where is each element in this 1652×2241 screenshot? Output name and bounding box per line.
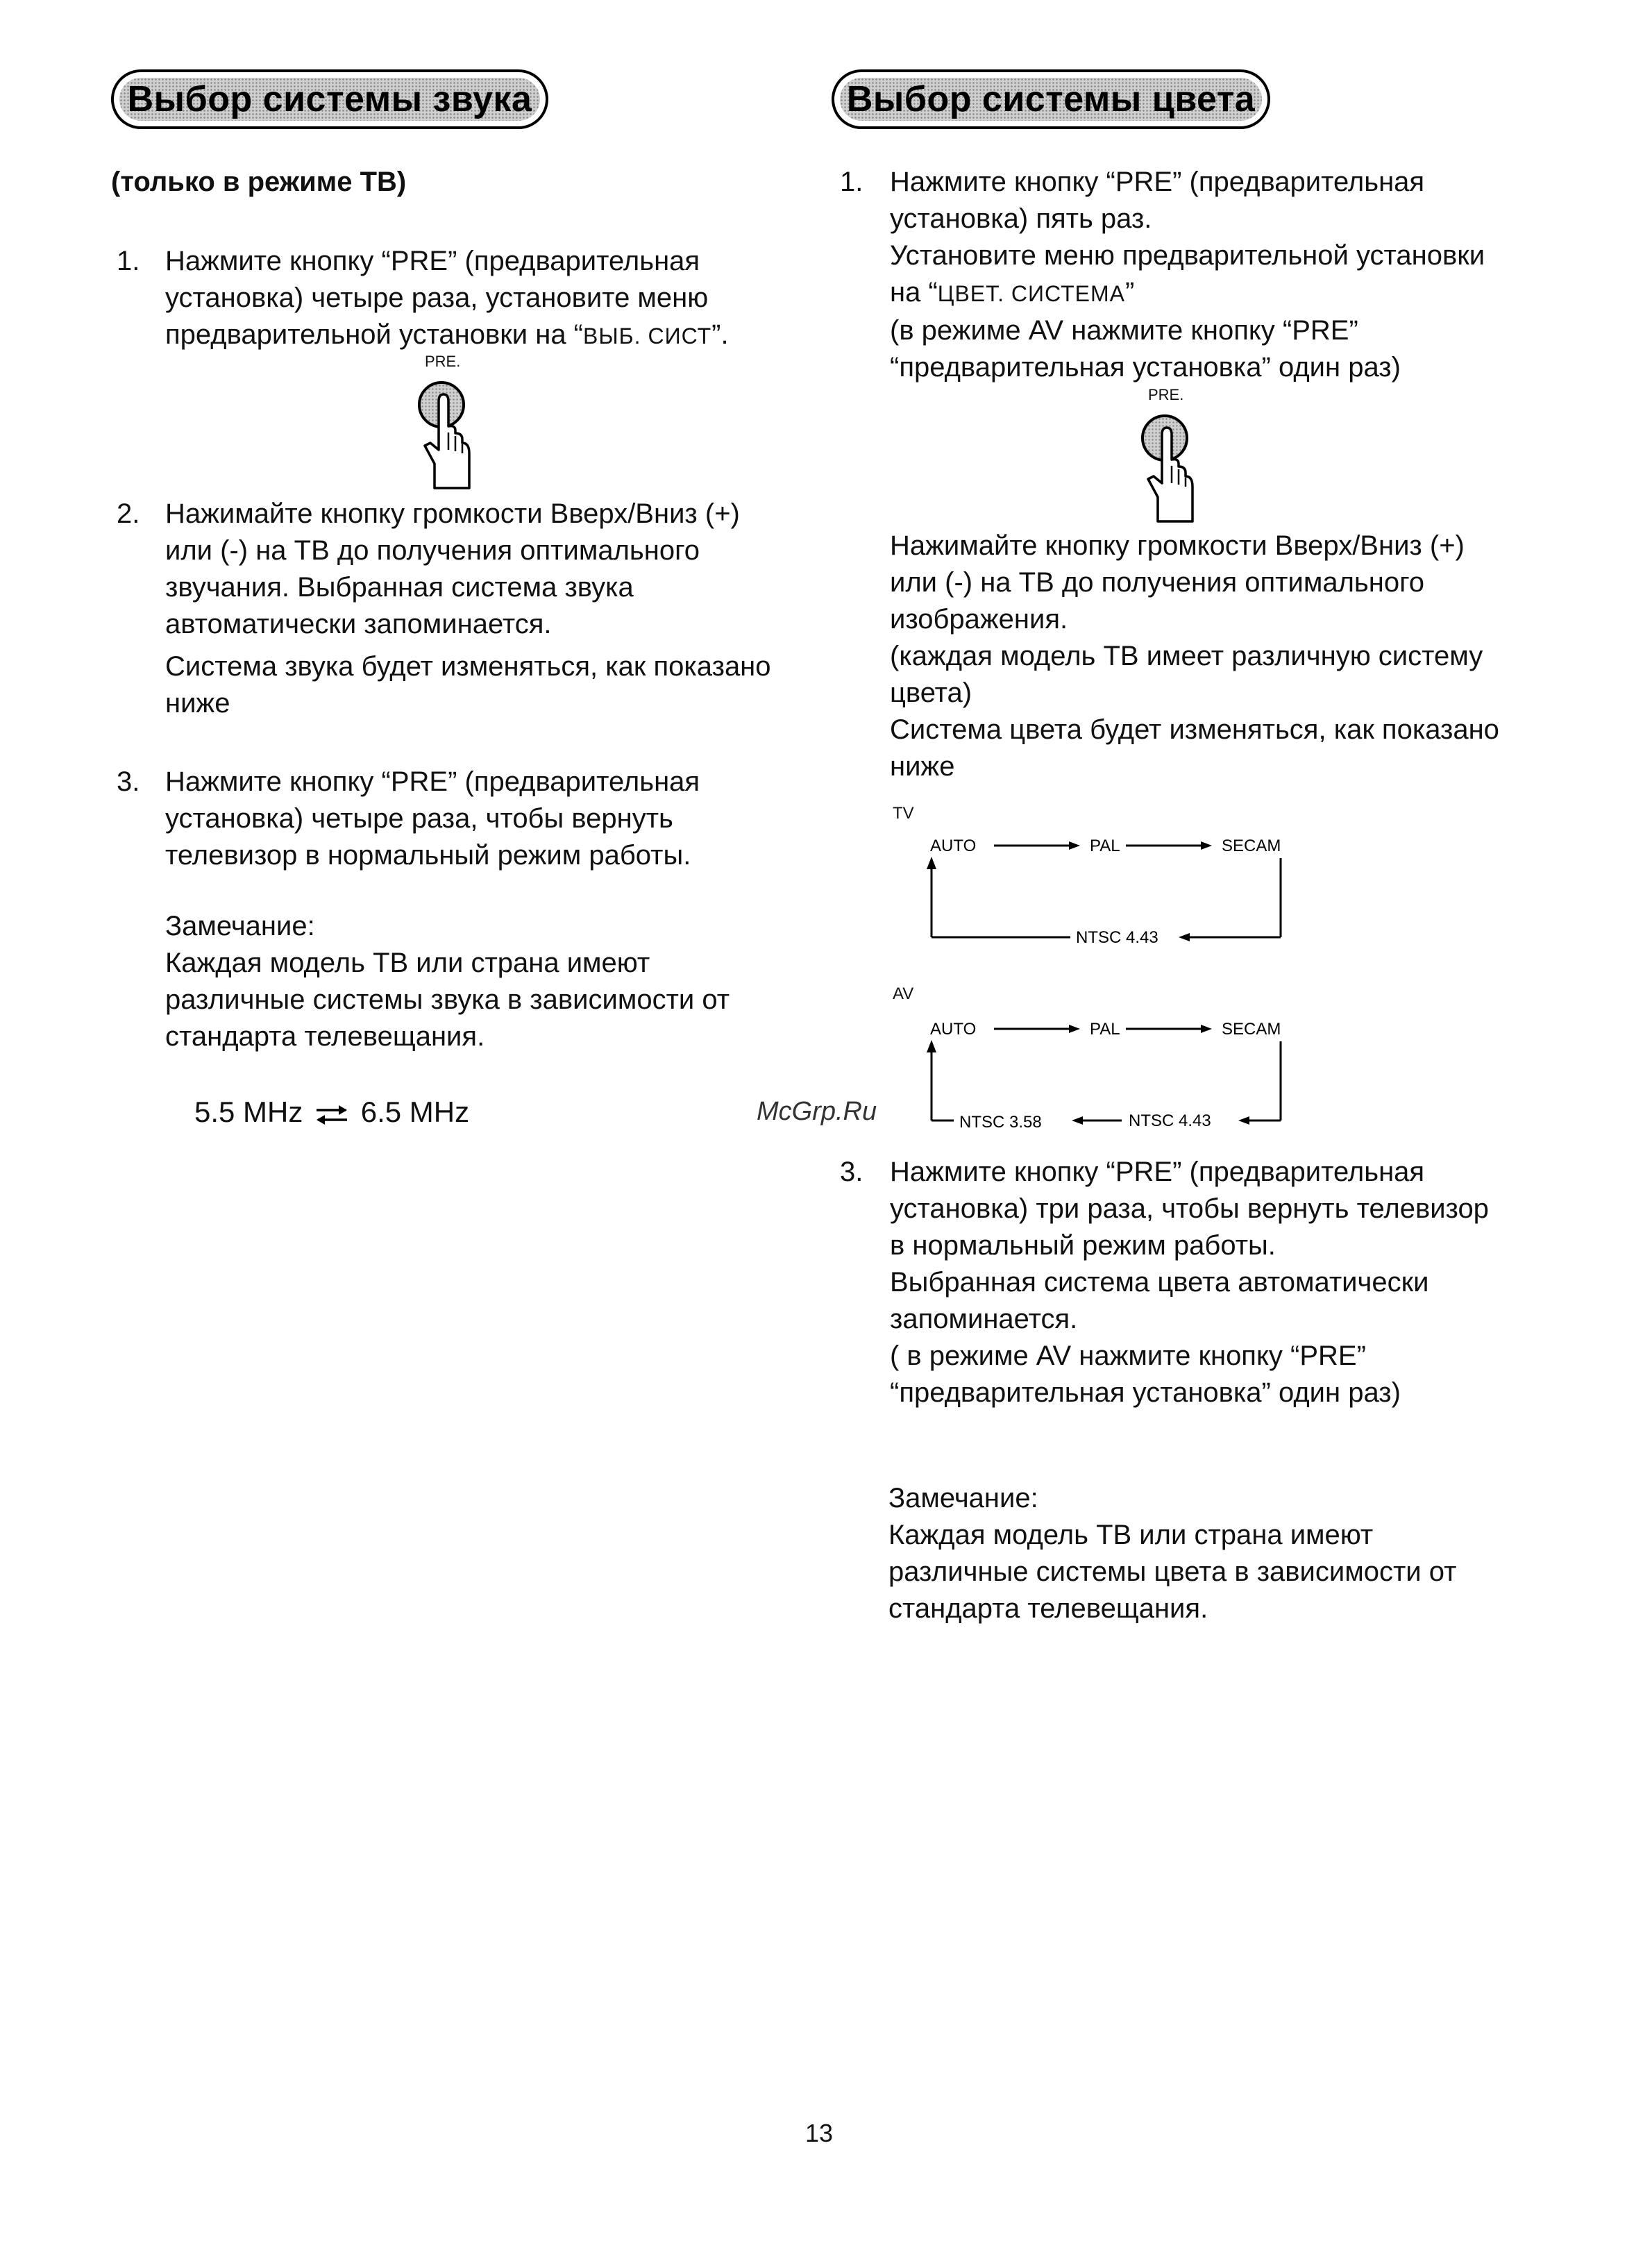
- color-step-2-line: Нажимайте кнопку громкости Вверх/Вниз (+): [890, 530, 1465, 561]
- step-number: 3.: [840, 1157, 863, 1187]
- color-step-1-line: Нажмите кнопку “PRE” (предварительная: [890, 167, 1425, 197]
- color-step-3-line: ( в режиме AV нажмите кнопку “PRE”: [890, 1341, 1366, 1371]
- arrow-icon: [1069, 1025, 1080, 1033]
- freq-a: 5.5 MHz: [194, 1096, 303, 1128]
- note-line: различные системы цвета в зависимости от: [888, 1556, 1457, 1587]
- note-heading: Замечание:: [888, 1483, 1038, 1513]
- arrow-icon: [1069, 841, 1080, 850]
- node-secam: SECAM: [1222, 837, 1281, 855]
- node-ntsc443: NTSC 4.43: [1076, 928, 1158, 947]
- color-step-2-line: ниже: [890, 751, 955, 782]
- color-step-2-line: или (-) на ТВ до получения оптимального: [890, 567, 1425, 598]
- color-step-1-line: на “ЦВЕТ. СИСТЕМА”: [890, 277, 1135, 308]
- color-step-3-line: установка) три раза, чтобы вернуть телевизор: [890, 1193, 1489, 1224]
- sound-step-2-line: Система звука будет изменяться, как показано: [165, 651, 771, 682]
- note-line: стандарта телевещания.: [888, 1593, 1208, 1624]
- freq-b: 6.5 MHz: [360, 1096, 470, 1128]
- section-title-sound-text: Выбор системы звука: [127, 79, 532, 119]
- node-pal: PAL: [1090, 1020, 1120, 1039]
- color-step-1-line: установка) пять раз.: [890, 203, 1152, 234]
- note-line: стандарта телевещания.: [165, 1021, 485, 1052]
- sound-step-2-line: ниже: [165, 688, 230, 719]
- sound-step-2-line: автоматически запоминается.: [165, 609, 552, 639]
- sound-step-1-line: Нажмите кнопку “PRE” (предварительная: [165, 246, 700, 276]
- note-line: Каждая модель ТВ или страна имеют: [165, 948, 650, 978]
- page-number: 13: [805, 2119, 834, 2147]
- arrow-icon: [927, 1040, 936, 1052]
- color-cycle-diagram-tv: [916, 826, 1360, 958]
- color-step-1-line: “предварительная установка” один раз): [890, 352, 1401, 383]
- sound-step-2-line: звучания. Выбранная система звука: [165, 572, 634, 603]
- node-ntsc358: NTSC 3.58: [959, 1113, 1042, 1132]
- arrow-icon: [927, 857, 936, 869]
- note-heading: Замечание:: [165, 911, 315, 941]
- sound-step-1-line: предварительной установки на “ВЫБ. СИСТ”.: [165, 319, 729, 350]
- color-step-3-line: Нажмите кнопку “PRE” (предварительная: [890, 1157, 1425, 1187]
- arrow-icon: [1201, 1025, 1212, 1033]
- color-step-3-line: Выбранная система цвета автоматически: [890, 1267, 1429, 1298]
- sound-step-3-line: Нажмите кнопку “PRE” (предварительная: [165, 766, 700, 797]
- sound-step-2-line: Нажимайте кнопку громкости Вверх/Вниз (+): [165, 498, 740, 529]
- color-step-3-line: запоминается.: [890, 1304, 1078, 1334]
- color-step-2-line: Система цвета будет изменяться, как показано: [890, 714, 1499, 745]
- note-line: различные системы звука в зависимости от: [165, 984, 730, 1015]
- section-title-sound: [111, 69, 548, 129]
- sound-note: [165, 908, 730, 1055]
- swap-arrows-icon: [314, 1102, 350, 1127]
- menu-code: ЦВЕТ. СИСТЕМА: [937, 281, 1125, 306]
- color-step-3-line: в нормальный режим работы.: [890, 1230, 1276, 1261]
- node-ntsc443: NTSC 4.43: [1129, 1111, 1211, 1130]
- color-step-1-line: (в режиме AV нажмите кнопку “PRE”: [890, 315, 1358, 346]
- note-line: Каждая модель ТВ или страна имеют: [888, 1520, 1374, 1550]
- frequency-toggle: [194, 1096, 469, 1129]
- color-step-2: [890, 528, 1499, 785]
- node-pal: PAL: [1090, 837, 1120, 855]
- sound-step-1-line: установка) четыре раза, установите меню: [165, 283, 709, 313]
- section-title-color-text: Выбор системы цвета: [846, 79, 1256, 119]
- step-number: 3.: [117, 766, 140, 797]
- diagram-tv-label: TV: [893, 804, 914, 823]
- color-step-2-line: цвета): [890, 678, 972, 708]
- color-cycle-diagram-av: [916, 1009, 1360, 1141]
- arrow-icon: [1072, 1116, 1083, 1125]
- color-step-1-line: Установите меню предварительной установки: [890, 240, 1485, 271]
- node-auto: AUTO: [930, 1020, 977, 1039]
- sound-step-3-line: установка) четыре раза, чтобы вернуть: [165, 803, 673, 834]
- arrow-icon: [1238, 1116, 1249, 1125]
- pre-label: PRE.: [425, 353, 461, 370]
- watermark: McGrp.Ru: [757, 1097, 877, 1126]
- node-secam: SECAM: [1222, 1020, 1281, 1039]
- step-number: 1.: [117, 246, 140, 276]
- arrow-icon: [1179, 933, 1190, 941]
- arrow-icon: [1201, 841, 1212, 850]
- sound-step-3-line: телевизор в нормальный режим работы.: [165, 840, 691, 871]
- section-title-color: [832, 69, 1270, 129]
- diagram-av-label: AV: [893, 984, 914, 1003]
- menu-code: ВЫБ. СИСТ: [583, 324, 712, 349]
- color-step-3-line: “предварительная установка” один раз): [890, 1377, 1401, 1408]
- sound-step-2-line: или (-) на ТВ до получения оптимального: [165, 535, 700, 566]
- color-step-2-line: (каждая модель ТВ имеет различную систему: [890, 641, 1483, 671]
- color-step-2-line: изображения.: [890, 604, 1068, 635]
- pre-button-press-icon: [414, 353, 483, 492]
- step-number: 1.: [840, 167, 863, 197]
- node-auto: AUTO: [930, 837, 977, 855]
- step-number: 2.: [117, 498, 140, 529]
- pre-button-press-icon: [1137, 386, 1206, 525]
- subtitle-tv-only: (только в режиме ТВ): [111, 167, 407, 197]
- pre-label: PRE.: [1148, 386, 1184, 403]
- color-note: [888, 1480, 1456, 1627]
